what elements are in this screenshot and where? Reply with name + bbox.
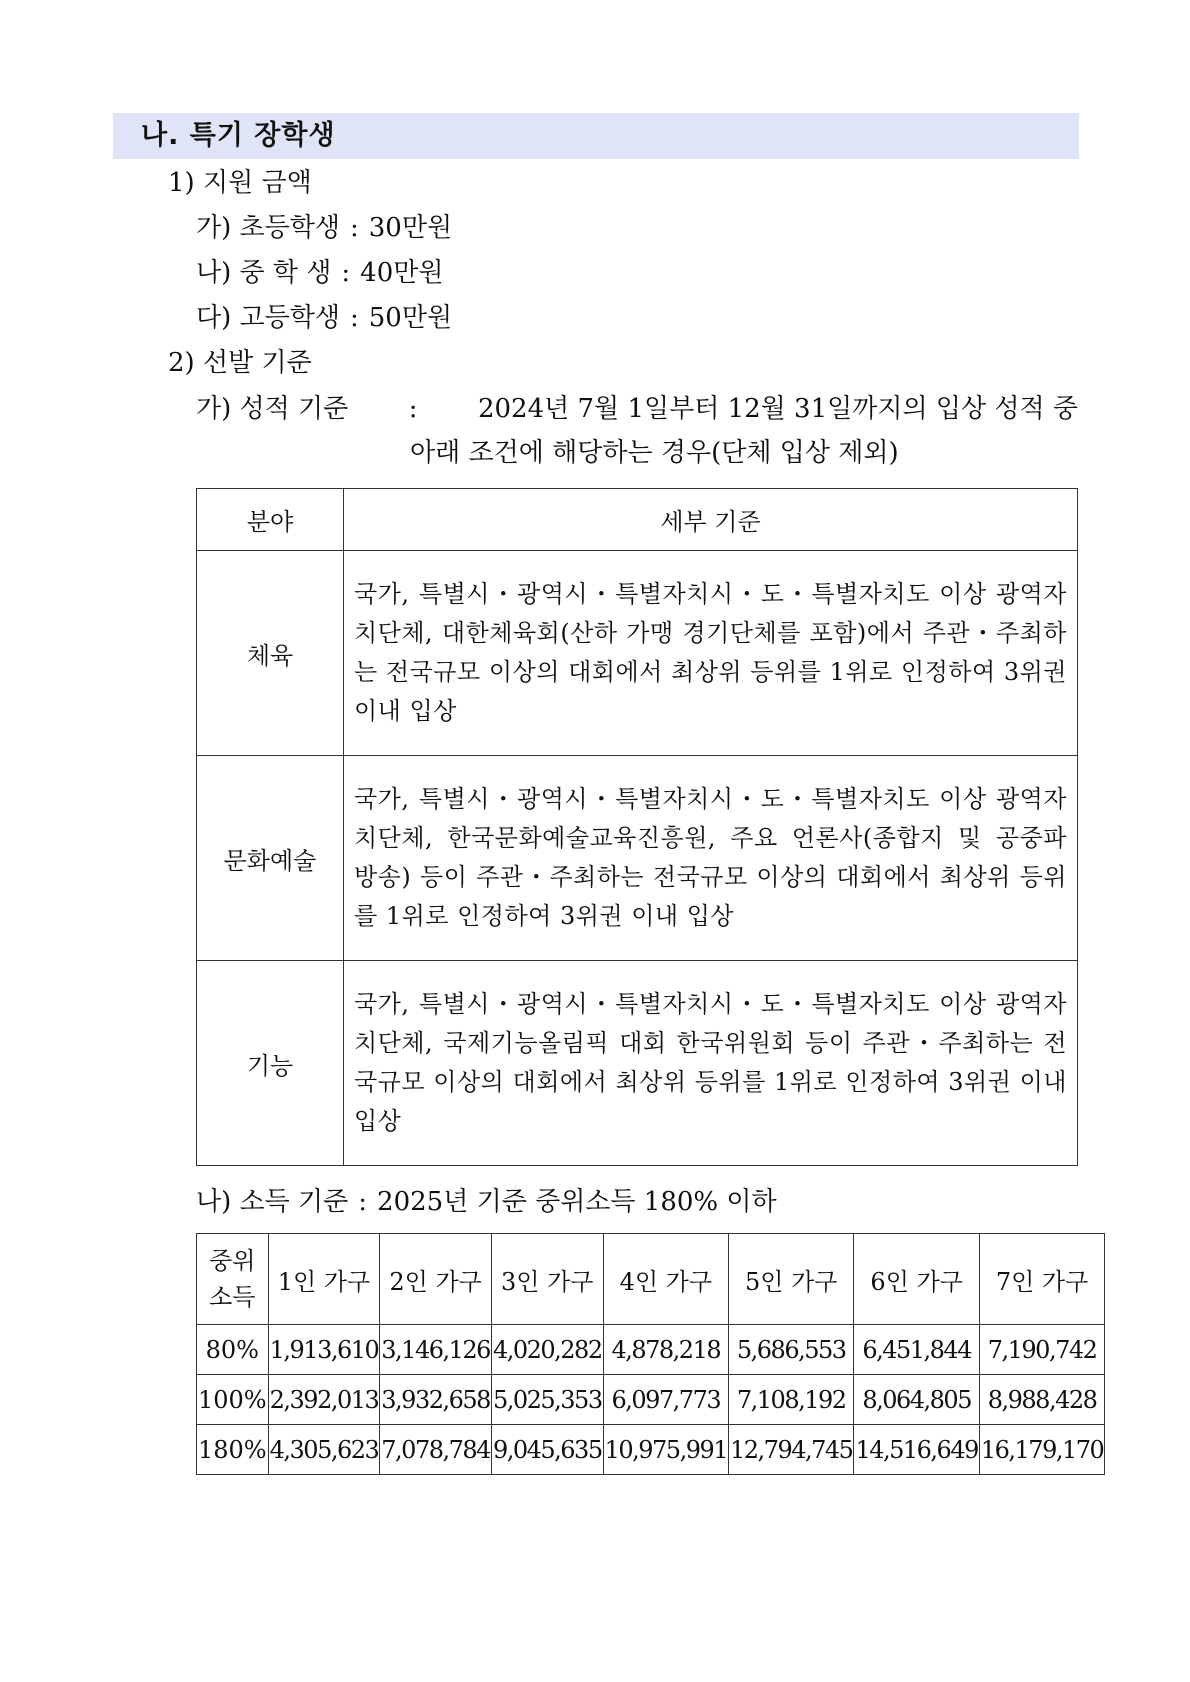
table-row	[197, 1425, 1105, 1475]
support-heading: 1) 지원 금액	[168, 168, 312, 198]
household-column-header: 6인 가구	[854, 1234, 979, 1325]
support-item-high	[196, 301, 452, 335]
support-item-middle	[196, 256, 444, 290]
support-item-value: 50만원	[368, 303, 453, 333]
income-cell: 7,078,784	[380, 1425, 492, 1475]
income-cell: 10,975,991	[603, 1425, 728, 1475]
income-table-corner	[197, 1234, 269, 1325]
table-row	[197, 1375, 1105, 1425]
income-cell: 5,025,353	[491, 1375, 603, 1425]
criteria-header-detail: 세부 기준	[344, 489, 1078, 551]
support-item-value: 40만원	[360, 258, 444, 288]
corner-line1: 중위	[209, 1247, 256, 1275]
household-column-header: 2인 가구	[380, 1234, 492, 1325]
income-cell: 1,913,610	[268, 1325, 380, 1375]
household-column-header: 1인 가구	[268, 1234, 380, 1325]
support-item-sep: :	[350, 213, 359, 243]
criteria-field: 체육	[197, 551, 344, 756]
grade-criterion-label: 가) 성적 기준	[196, 394, 349, 424]
income-row-label: 100%	[197, 1375, 269, 1425]
income-criterion	[196, 1185, 777, 1219]
income-cell: 9,045,635	[491, 1425, 603, 1475]
support-item-label: 나) 중 학 생	[196, 258, 332, 288]
support-item-label: 다) 고등학생	[196, 303, 340, 333]
household-column-header: 3인 가구	[491, 1234, 603, 1325]
income-criterion-text: 2025년 기준 중위소득 180% 이하	[377, 1187, 777, 1217]
income-cell: 4,020,282	[491, 1325, 603, 1375]
table-row	[197, 1325, 1105, 1375]
section-title: 나. 특기 장학생	[113, 113, 1079, 159]
grade-criterion-text: 2024년 7월 1일부터 12월 31일까지의 입상 성적 중	[477, 394, 1078, 424]
household-column-header: 4인 가구	[603, 1234, 728, 1325]
income-criterion-sep: :	[358, 1187, 368, 1217]
income-cell: 12,794,745	[729, 1425, 854, 1475]
income-cell: 4,305,623	[268, 1425, 380, 1475]
criteria-field: 문화예술	[197, 756, 344, 961]
table-row	[197, 551, 1078, 756]
support-item-sep: :	[341, 258, 351, 288]
income-cell: 6,451,844	[854, 1325, 979, 1375]
income-cell: 6,097,773	[603, 1375, 728, 1425]
criteria-detail: 국가, 특별시・광역시・특별자치시・도・특별자치도 이상 광역자치단체, 국제기능올림픽 대회 한국위원회 등이 주관・주최하는 전국규모 이상의 대회에서 최상위 등위를 1위로 인정하여 3위권 이내 입상	[344, 961, 1078, 1166]
grade-criterion-line2: 아래 조건에 해당하는 경우(단체 입상 제외)	[410, 438, 899, 468]
criteria-table	[196, 488, 1078, 1166]
criteria-detail: 국가, 특별시・광역시・특별자치시・도・특별자치도 이상 광역자치단체, 한국문화예술교육진흥원, 주요 언론사(종합지 및 공중파 방송) 등이 주관・주최하는 전국규모 이상의 대회에서 최상위 등위를 1위로 인정하여 3위권 이내 입상	[344, 756, 1078, 961]
income-cell: 7,108,192	[729, 1375, 854, 1425]
income-cell: 7,190,742	[979, 1325, 1104, 1375]
criteria-detail: 국가, 특별시・광역시・특별자치시・도・특별자치도 이상 광역자치단체, 대한체육회(산하 가맹 경기단체를 포함)에서 주관・주최하는 전국규모 이상의 대회에서 최상위 등위를 1위로 인정하여 3위권 이내 입상	[344, 551, 1078, 756]
support-item-sep: :	[350, 303, 359, 333]
income-cell: 8,064,805	[854, 1375, 979, 1425]
grade-criterion-line1	[196, 392, 1078, 426]
income-cell: 5,686,553	[729, 1325, 854, 1375]
income-cell: 16,179,170	[979, 1425, 1104, 1475]
income-cell: 3,932,658	[380, 1375, 492, 1425]
support-item-label: 가) 초등학생	[196, 213, 340, 243]
income-cell: 4,878,218	[603, 1325, 728, 1375]
support-item-value: 30만원	[368, 213, 453, 243]
table-row	[197, 961, 1078, 1166]
income-row-label: 80%	[197, 1325, 269, 1375]
income-cell: 14,516,649	[854, 1425, 979, 1475]
selection-heading: 2) 선발 기준	[168, 348, 312, 378]
income-criterion-label: 나) 소득 기준	[196, 1187, 349, 1217]
table-row	[197, 756, 1078, 961]
income-row-label: 180%	[197, 1425, 269, 1475]
household-column-header: 7인 가구	[979, 1234, 1104, 1325]
criteria-header-field: 분야	[197, 489, 344, 551]
support-item-elementary	[196, 211, 452, 245]
grade-criterion-sep: :	[408, 394, 418, 424]
household-column-header: 5인 가구	[729, 1234, 854, 1325]
income-table	[196, 1233, 1105, 1475]
income-cell: 3,146,126	[380, 1325, 492, 1375]
income-table-header	[197, 1234, 1105, 1325]
criteria-table-header	[197, 489, 1078, 551]
income-cell: 2,392,013	[268, 1375, 380, 1425]
corner-line2: 소득	[209, 1283, 256, 1311]
income-cell: 8,988,428	[979, 1375, 1104, 1425]
criteria-field: 기능	[197, 961, 344, 1166]
